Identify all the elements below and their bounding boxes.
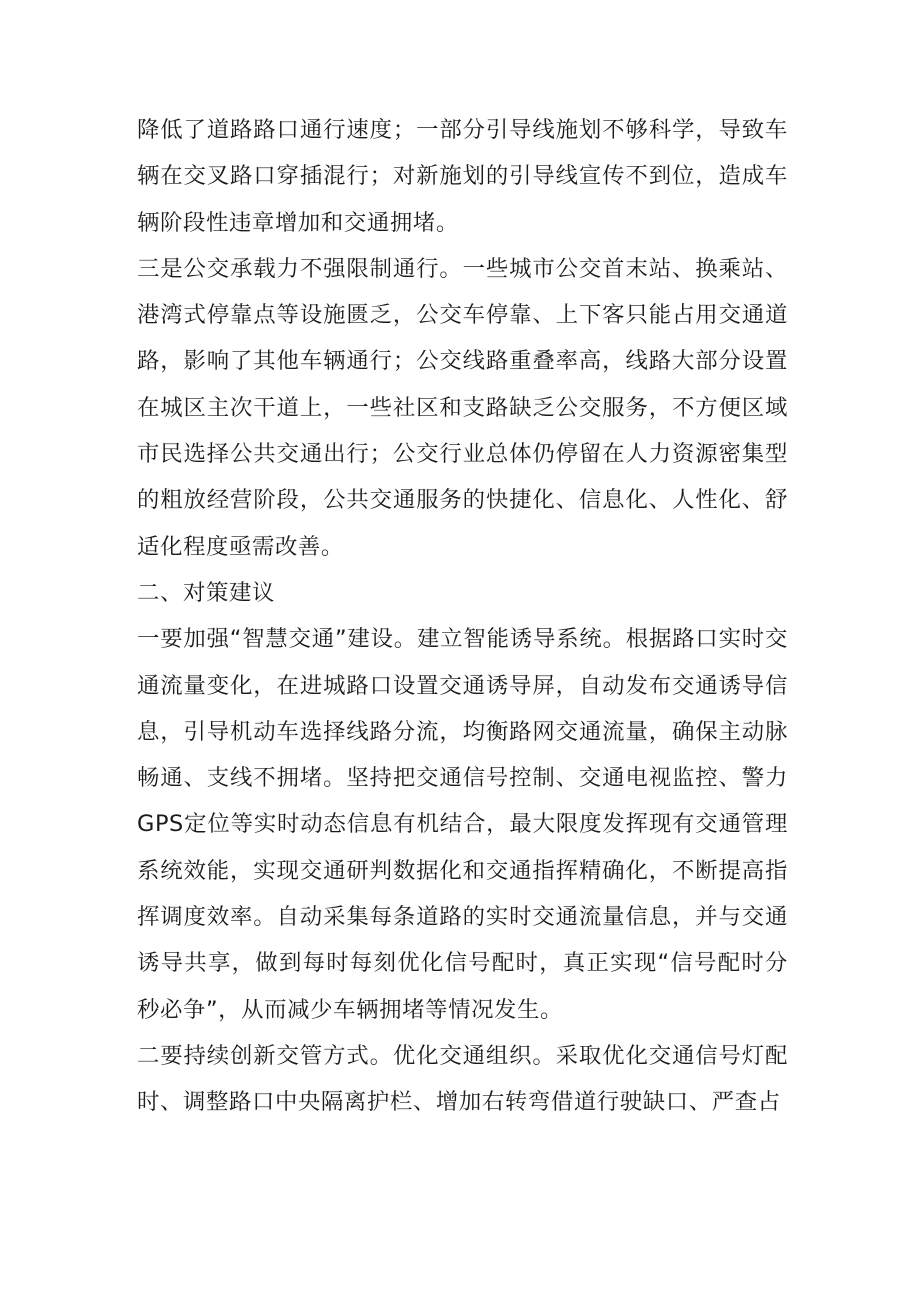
paragraph-traffic-management-innovation: 二要持续创新交管方式。优化交通组织。采取优化交通信号灯配时、调整路口中央隔离护栏、增加右转弯借道行驶缺口、严查占 (137, 1042, 788, 1116)
paragraph-public-transit-capacity: 三是公交承载力不强限制通行。一些城市公交首末站、换乘站、港湾式停靠点等设施匮乏，公交车停靠、上下客只能占用交通道路，影响了其他车辆通行；公交线路重叠率高，线路大部分设置在城区主次干道上，一些社区和支路缺乏公交服务，不方便区域市民选择公共交通出行；公交行业总体仍停留在人力资源密集型的粗放经营阶段，公共交通服务的快捷化、信息化、人性化、舒适化程度亟需改善。 (137, 255, 788, 560)
document-body (137, 107, 788, 1126)
paragraph-continued-lane-markings: 降低了道路路口通行速度；一部分引导线施划不够科学，导致车辆在交叉路口穿插混行；对新施划的引导线宣传不到位，造成车辆阶段性违章增加和交通拥堵。 (137, 117, 788, 236)
section-heading-countermeasures: 二、对策建议 (137, 579, 275, 606)
paragraph-smart-traffic: 一要加强“智慧交通”建设。建立智能诱导系统。根据路口实时交通流量变化，在进城路口设置交通诱导屏，自动发布交通诱导信息，引导机动车选择线路分流，均衡路网交通流量，确保主动脉畅通、支线不拥堵。坚持把交通信号控制、交通电视监控、警力GPS定位等实时动态信息有机结合，最大限度发挥现有交通管理系统效能，实现交通研判数据化和交通指挥精确化，不断提高指挥调度效率。自动采集每条道路的实时交通流量信息，并与交通诱导共享，做到每时每刻优化信号配时，真正实现“信号配时分秒必争”，从而减少车辆拥堵等情况发生。 (137, 626, 788, 1023)
